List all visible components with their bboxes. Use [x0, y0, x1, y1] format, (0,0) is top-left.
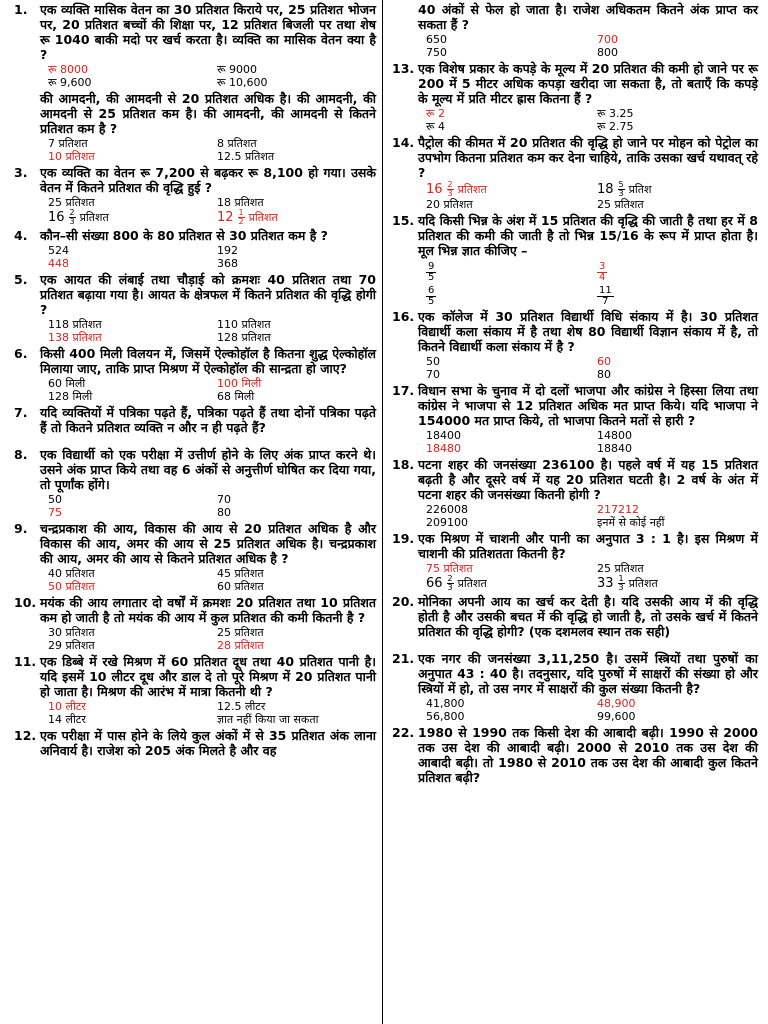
correct-option[interactable]: 75 [48, 506, 62, 519]
options-grid [426, 33, 758, 59]
left-column [14, 2, 376, 760]
option[interactable] [597, 575, 758, 592]
option-suffix: प्रतिशत [79, 211, 109, 224]
question [14, 654, 376, 726]
fraction-denominator: 3 [447, 583, 453, 592]
option-suffix: प्रतिशत [457, 183, 487, 196]
fraction [426, 286, 436, 307]
question-text: 1980 से 1990 तक किसी देश की आबादी बढ़ी। 1990 से 2000 तक उस देश की आबादी बढ़ी। 2000 से 2010 तक उस देश की आबादी बढ़ी। तो 1980 से 2010 तक उस देश की आबादी कुल कितने प्रतिशत बढ़ी? [418, 725, 758, 785]
option[interactable] [597, 283, 758, 307]
fraction-numerator: 1 [618, 574, 624, 583]
question-number: 13. [392, 61, 415, 76]
correct-option[interactable] [426, 181, 587, 198]
question [392, 725, 758, 785]
options-grid [426, 107, 758, 133]
options-grid [48, 63, 376, 89]
fraction-denominator: 4 [599, 272, 606, 283]
fraction-denominator: 3 [447, 189, 453, 198]
right-column [392, 2, 758, 787]
fraction [447, 575, 454, 592]
question-number: 16. [392, 309, 415, 324]
fraction [238, 209, 245, 226]
option[interactable]: 14800 [597, 429, 632, 442]
option-suffix: प्रतिशत [628, 577, 658, 590]
spacer [392, 641, 758, 651]
mixed-number-whole: 16 [426, 182, 443, 197]
option[interactable]: 40 प्रतिशत [48, 567, 95, 580]
options-grid [426, 181, 758, 211]
options-grid [48, 700, 376, 726]
question-text: यदि व्यक्तियों में पत्रिका पढ़ते हैं, पत्रिका पढ़ते हैं तथा दोनों पत्रिका पढ़ते हैं तो कितने प्रतिशत व्यक्ति न और न ही पढ़ते हैं? [40, 405, 376, 435]
question [14, 521, 376, 593]
question [14, 346, 376, 403]
question [392, 594, 758, 639]
question-text: कौन–सी संख्या 800 के 80 प्रतिशत से 30 प्रतिशत कम है ? [40, 228, 328, 243]
fraction-denominator: 5 [428, 296, 435, 307]
option[interactable]: 30 प्रतिशत [48, 626, 95, 639]
option[interactable]: 45 प्रतिशत [217, 567, 264, 580]
option[interactable]: रू 9,600 [48, 76, 92, 89]
question-text: एक डिब्बे में रखे मिश्रण में 60 प्रतिशत दूध तथा 40 प्रतिशत पानी है। यदि इसमें 10 लीटर दूध और डाल दे तो पूरे मिश्रण में 20 प्रतिशत पानी हो जाता है। मिश्रण की आरंभ में मात्रा कितनी थी ? [40, 654, 376, 699]
options-grid [426, 429, 758, 455]
question-text: एक विद्यार्थी को एक परीक्षा में उत्तीर्ण होने के लिए अंक प्राप्त करने थे। उसने अंक प्राप्त किये तथा वह 6 अंकों से अनुत्तीर्ण घोषित कर दिया गया, तो पूर्णांक होंगे। [40, 447, 376, 492]
option[interactable]: 70 [217, 493, 231, 506]
fraction-numerator: 1 [238, 208, 244, 217]
option[interactable]: 56,800 [426, 710, 465, 723]
fraction-denominator: 2 [238, 217, 244, 226]
question-number: 14. [392, 135, 415, 150]
question [14, 272, 376, 344]
question [392, 213, 758, 307]
mixed-number-whole: 18 [597, 182, 614, 197]
question-text: एक व्यक्ति का वेतन रू 7,200 से बढ़कर रू 8,100 हो गया। उसके वेतन में कितने प्रतिशत की वृद्धि हुई ? [40, 165, 376, 195]
correct-option[interactable]: 138 प्रतिशत [48, 331, 102, 344]
correct-option[interactable]: 75 प्रतिशत [426, 562, 473, 575]
fraction-numerator: 2 [447, 180, 453, 189]
fraction-denominator: 3 [618, 189, 624, 198]
option[interactable]: 18840 [597, 442, 632, 455]
question [14, 728, 376, 758]
option[interactable]: 650 [426, 33, 447, 46]
correct-option[interactable]: 700 [597, 33, 618, 46]
options-grid [48, 244, 376, 270]
option[interactable]: रू 2.75 [597, 120, 634, 133]
option[interactable]: 368 [217, 257, 238, 270]
question-text: एक व्यक्ति मासिक वेतन का 30 प्रतिशत किराये पर, 25 प्रतिशत भोजन पर, 20 प्रतिशत बच्चों की शिक्षा पर, 12 प्रतिशत बिजली पर तथा शेष रू 1040 बाकी मदो पर खर्च करता है। व्यक्ति का मासिक वेतन क्या है ? [40, 2, 376, 62]
correct-option[interactable]: 50 प्रतिशत [48, 580, 95, 593]
question-text: मयंक की आय लगातार दो वर्षों में क्रमशः 20 प्रतिशत तथा 10 प्रतिशत कम हो जाती है तो मयंक की आय में कुल प्रतिशत की कमी कितनी है ? [40, 595, 376, 625]
question-text: एक कॉलेज में 30 प्रतिशत विद्यार्थी विधि संकाय में है। 30 प्रतिशत विद्यार्थी कला संकाय में है तथा शेष 80 विद्यार्थी विज्ञान संकाय में है, तो कितने विद्यार्थी कला संकाय में है ? [418, 309, 758, 354]
question-number: 3. [14, 165, 28, 180]
correct-option[interactable]: 28 प्रतिशत [217, 639, 264, 652]
question [392, 383, 758, 455]
correct-option[interactable]: 217212 [597, 503, 639, 516]
correct-option[interactable]: 60 [597, 355, 611, 368]
spacer [14, 437, 376, 447]
option[interactable]: 18400 [426, 429, 461, 442]
options-grid [48, 137, 376, 163]
fraction-denominator: 3 [69, 217, 75, 226]
option[interactable]: 800 [597, 46, 618, 59]
question-text: यदि किसी भिन्न के अंश में 15 प्रतिशत की वृद्धि की जाती है तथा हर में 8 प्रतिशत की कमी की जाती है तो भिन्न 15/16 के रूप में प्राप्त होता है। मूल भिन्न ज्ञात कीजिए – [418, 213, 758, 258]
correct-option[interactable]: 448 [48, 257, 69, 270]
question-number: 5. [14, 272, 28, 287]
option[interactable]: 50 [48, 493, 62, 506]
option[interactable]: 750 [426, 46, 447, 59]
fraction-numerator: 2 [447, 574, 453, 583]
question [392, 2, 758, 59]
question-number: 15. [392, 213, 415, 228]
question-number: 18. [392, 457, 415, 472]
question [392, 531, 758, 592]
option[interactable]: रू 9000 [217, 63, 258, 76]
fraction-numerator: 9 [428, 261, 435, 272]
fraction-numerator: 2 [69, 208, 75, 217]
option[interactable]: 14 लीटर [48, 713, 86, 726]
question-number: 12. [14, 728, 37, 743]
correct-option[interactable]: 100 मिली [217, 377, 262, 390]
question-number: 1. [14, 2, 28, 17]
option[interactable]: 80 [597, 368, 611, 381]
question-number: 7. [14, 405, 28, 420]
options-grid [48, 567, 376, 593]
question-number: 6. [14, 346, 28, 361]
correct-option[interactable]: 10 लीटर [48, 700, 86, 713]
question [392, 309, 758, 381]
option-suffix: प्रतिशत [457, 577, 487, 590]
option[interactable]: 25 प्रतिशत [597, 198, 644, 211]
option[interactable]: 25 प्रतिशत [48, 196, 95, 209]
option[interactable] [426, 283, 587, 307]
option[interactable]: इनमें से कोई नहीं [597, 516, 665, 529]
option-suffix: प्रतिशत [248, 211, 278, 224]
option[interactable] [426, 575, 587, 592]
question [392, 61, 758, 133]
correct-option[interactable]: रू 8000 [48, 63, 89, 76]
mixed-number-whole: 66 [426, 576, 443, 591]
question-number: 20. [392, 594, 415, 609]
option[interactable]: 128 प्रतिशत [217, 331, 271, 344]
fraction-denominator: 7 [602, 296, 609, 307]
option[interactable]: 60 मिली [48, 377, 86, 390]
correct-option[interactable]: 18480 [426, 442, 461, 455]
question [14, 165, 376, 226]
option[interactable]: 50 [426, 355, 440, 368]
fraction [426, 262, 436, 283]
question [14, 228, 376, 270]
question-number: 11. [14, 654, 37, 669]
option[interactable]: 12.5 प्रतिशत [217, 150, 275, 163]
mixed-number-whole: 12 [217, 210, 234, 225]
option[interactable]: रू 3.25 [597, 107, 634, 120]
option[interactable]: 29 प्रतिशत [48, 639, 95, 652]
option[interactable]: 20 प्रतिशत [426, 198, 473, 211]
question-number: 22. [392, 725, 415, 740]
question-number: 21. [392, 651, 415, 666]
option[interactable]: 25 प्रतिशत [217, 626, 264, 639]
question-text: एक नगर की जनसंख्या 3,11,250 है। उसमें स्त्रियों तथा पुरुषों का अनुपात 43 : 40 है। तदनुसार, यदि पुरुषों में साक्षरों की संख्या हो और स्त्रियों में हो, तो उस नगर में साक्षरों की कुल संख्या कितनी है? [418, 651, 758, 696]
option[interactable]: 68 मिली [217, 390, 255, 403]
correct-option[interactable] [217, 209, 376, 226]
fraction-numerator: 5 [618, 180, 624, 189]
mixed-number-whole: 16 [48, 210, 65, 225]
question-text: एक परीक्षा में पास होने के लिये कुल अंकों में से 35 प्रतिशत अंक लाना अनिवार्य है। राजेश को 205 अंक मिलते है और वह [40, 728, 376, 758]
options-grid [426, 355, 758, 381]
question [392, 135, 758, 211]
options-grid [426, 562, 758, 592]
correct-option[interactable]: 48,900 [597, 697, 636, 710]
question-text: विधान सभा के चुनाव में दो दलों भाजपा और कांग्रेस ने हिस्सा लिया तथा कांग्रेस ने भाजपा से 12 प्रतिशत अधिक मत प्राप्त किये। यदि भाजपा ने 154000 मत प्राप्त किये, तो भाजपा कितने मतों से हारी ? [418, 383, 758, 428]
option[interactable]: रू 10,600 [217, 76, 268, 89]
question-number: 17. [392, 383, 415, 398]
option[interactable]: 110 प्रतिशत [217, 318, 271, 331]
option[interactable]: 8 प्रतिशत [217, 137, 257, 150]
correct-option[interactable]: रू 2 [426, 107, 446, 120]
question [14, 91, 376, 163]
options-grid [426, 697, 758, 723]
question-text: एक मिश्रण में चाशनी और पानी का अनुपात 3 : 1 है। इस मिश्रण में चाशनी की प्रतिशतता कितनी है? [418, 531, 758, 561]
question-text: पैट्रोल की कीमत में 20 प्रतिशत की वृद्धि हो जाने पर मोहन को पेट्रोल का उपभोग कितना प्रतिशत कम कर देना चाहिये, ताकि उसका खर्च यथावत् रहे ? [418, 135, 758, 180]
fraction [447, 181, 454, 198]
fraction-denominator: 3 [618, 583, 624, 592]
option[interactable]: रू 4 [426, 120, 446, 133]
correct-option[interactable]: 10 प्रतिशत [48, 150, 95, 163]
question-number: 10. [14, 595, 37, 610]
question [14, 405, 376, 435]
fraction-numerator: 6 [428, 285, 435, 296]
option[interactable]: 99,600 [597, 710, 636, 723]
question [14, 2, 376, 89]
option[interactable]: 192 [217, 244, 238, 257]
question-text: 40 अंकों से फेल हो जाता है। राजेश अधिकतम कितने अंक प्राप्त कर सकता हैं ? [418, 2, 758, 32]
option[interactable] [426, 259, 587, 283]
question [14, 595, 376, 652]
options-grid [48, 196, 376, 226]
question [14, 447, 376, 519]
fraction [618, 181, 625, 198]
question-number: 19. [392, 531, 415, 546]
option[interactable]: 209100 [426, 516, 468, 529]
option[interactable] [597, 181, 758, 198]
options-grid [48, 318, 376, 344]
options-grid [426, 259, 758, 307]
fraction [597, 262, 607, 283]
question-text: की आमदनी, की आमदनी से 20 प्रतिशत अधिक है। की आमदनी, की आमदनी से 25 प्रतिशत कम है। की आमदनी, की आमदनी से कितने प्रतिशत कम है ? [40, 91, 376, 136]
fraction [69, 209, 76, 226]
options-grid [426, 503, 758, 529]
option[interactable]: 18 प्रतिशत [217, 196, 264, 209]
fraction-denominator: 5 [428, 272, 435, 283]
fraction-numerator: 11 [599, 285, 612, 296]
fraction [597, 286, 614, 307]
fraction-numerator: 3 [599, 261, 606, 272]
question-number: 8. [14, 447, 28, 462]
option[interactable]: 118 प्रतिशत [48, 318, 102, 331]
question-text: चन्द्रप्रकाश की आय, विकास की आय से 20 प्रतिशत अधिक है और विकास की आय, अमर की आय से 25 प्रतिशत अधिक है। चन्द्रप्रकाश की आय, अमर की आय से कितने प्रतिशत अधिक है ? [40, 521, 376, 566]
question-text: पटना शहर की जनसंख्या 236100 है। पहले वर्ष में यह 15 प्रतिशत बढ़ती है और दूसरे वर्ष में यह 20 प्रतिशत घटती है। 2 वर्ष के अंत में पटना शहर की जनसंख्या कितनी होगी ? [418, 457, 758, 502]
option[interactable] [48, 209, 207, 226]
column-divider [382, 0, 383, 1024]
option[interactable]: 70 [426, 368, 440, 381]
option[interactable]: 128 मिली [48, 390, 93, 403]
option[interactable]: 524 [48, 244, 69, 257]
mixed-number-whole: 33 [597, 576, 614, 591]
question-number: 4. [14, 228, 28, 243]
correct-option[interactable] [597, 259, 758, 283]
option[interactable]: 7 प्रतिशत [48, 137, 88, 150]
option[interactable]: 226008 [426, 503, 468, 516]
option[interactable]: 60 प्रतिशत [217, 580, 264, 593]
option-suffix: प्रतिश [628, 183, 652, 196]
question-text: मोनिका अपनी आय का खर्च कर देती है। यदि उसकी आय में की वृद्धि होती है और उसकी बचत में की वृद्धि हो जाती है, तो उसके खर्च में कितने प्रतिशत की वृद्धि होगी? (एक दशमलव स्थान तक सही) [418, 594, 758, 639]
option[interactable]: ज्ञात नहीं किया जा सकता [217, 713, 319, 726]
question-text: एक आयत की लंबाई तथा चौड़ाई को क्रमशः 40 प्रतिशत तथा 70 प्रतिशत बढ़ाया गया है। आयत के क्षेत्रफल में कितने प्रतिशत की वृद्धि होगी ? [40, 272, 376, 317]
question [392, 457, 758, 529]
question-text: किसी 400 मिली विलयन में, जिसमें ऐल्कोहॉल है कितना शुद्ध ऐल्कोहॉल मिलाया जाए, ताकि प्राप्त मिश्रण में ऐल्कोहॉल की सान्द्रता हो जाए? [40, 346, 376, 376]
options-grid [48, 377, 376, 403]
fraction [618, 575, 625, 592]
question-number: 9. [14, 521, 28, 536]
option[interactable]: 25 प्रतिशत [597, 562, 644, 575]
option[interactable]: 12.5 लीटर [217, 700, 266, 713]
question [392, 651, 758, 723]
option[interactable]: 41,800 [426, 697, 465, 710]
options-grid [48, 493, 376, 519]
question-text: एक विशेष प्रकार के कपड़े के मूल्य में 20 प्रतिशत की कमी हो जाने पर रू 200 में 5 मीटर अधिक कपड़ा खरीदा जा सकता है, तो बताएँ कि कपड़े के मूल्य में प्रति मीटर ह्रास कितना हैं ? [418, 61, 758, 106]
options-grid [48, 626, 376, 652]
option[interactable]: 80 [217, 506, 231, 519]
